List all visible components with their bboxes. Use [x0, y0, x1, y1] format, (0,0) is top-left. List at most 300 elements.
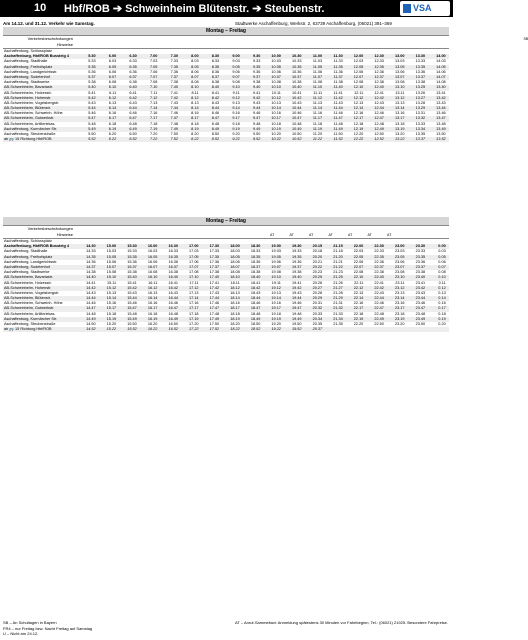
departure-time: 17.49 [209, 316, 220, 321]
departure-time: 14.07 [436, 74, 446, 79]
departure-time: 14.50 [86, 322, 96, 326]
row-label: Verkehrsbeschränkungen [27, 36, 73, 41]
stop-name: Aschaffenburg, Steubenstraße [4, 322, 56, 326]
departure-time: 11.44 [333, 106, 343, 111]
departure-time: 12.46 [374, 111, 384, 116]
departure-time: 7.49 [170, 126, 178, 131]
departure-time: 17.05 [189, 254, 199, 259]
stop-name: Aschaffenburg, Hbf/ROB Bussteig 4 [4, 54, 69, 59]
departure-time: 18.17 [230, 306, 240, 311]
departure-time: 15.40 [127, 275, 137, 280]
departure-time [405, 327, 426, 332]
departure-time: 10.18 [271, 121, 281, 126]
departure-time: 10.08 [271, 80, 281, 85]
departure-time: 22.40 [374, 275, 384, 280]
departure-time: 20.37 [312, 327, 323, 332]
departure-time: 5.48 [88, 121, 96, 126]
departure-time: 22.48 [374, 311, 384, 316]
departure-time: 15.22 [106, 327, 117, 332]
departure-time: 9.52 [252, 137, 261, 142]
departure-time: 16.30 [168, 244, 178, 249]
departure-time: 15.11 [106, 280, 117, 285]
departure-time: 17.42 [209, 285, 220, 290]
departure-time: 14.48 [86, 311, 96, 316]
departure-time: 13.06 [394, 69, 405, 74]
departure-time: 19.03 [271, 249, 281, 254]
departure-time: 8.08 [191, 80, 199, 85]
stop-name: AB-Schweinheim, Hohenstr. [4, 95, 52, 100]
departure-time: 19.30 [292, 244, 302, 249]
departure-time: 19.08 [271, 270, 281, 275]
departure-time: 12.12 [353, 95, 364, 100]
departure-time: 6.19 [108, 126, 117, 131]
departure-time: 6.49 [129, 126, 137, 131]
departure-time: 14.36 [86, 259, 96, 264]
departure-time: 22.42 [374, 285, 384, 290]
departure-time: 23.30 [415, 244, 426, 249]
departure-time: 16.11 [148, 280, 158, 285]
departure-time: 11.40 [333, 85, 343, 90]
departure-time: 16.38 [168, 270, 178, 275]
departure-time: 12.03 [353, 59, 364, 64]
departure-time: 6.03 [108, 59, 117, 64]
departure-time: 16.33 [168, 249, 178, 254]
departure-time: 9.08 [232, 80, 240, 85]
departure-time: 7.48 [170, 121, 178, 126]
departure-time: 18.20 [230, 322, 240, 326]
departure-time: 13.00 [394, 54, 405, 59]
departure-time: 15.50 [127, 322, 137, 326]
departure-time: 12.20 [353, 132, 364, 136]
departure-time: 16.48 [168, 311, 178, 316]
departure-time: 6.43 [129, 100, 137, 105]
departure-time: 22.35 [374, 254, 384, 259]
departure-time: 15.49 [127, 316, 137, 321]
departure-time: 18.11 [230, 280, 240, 285]
departure-time: 17.48 [209, 311, 220, 316]
departure-time: 7.00 [149, 54, 158, 59]
departure-time: 10.49 [292, 126, 302, 131]
departure-time: 6.44 [129, 106, 137, 111]
stop-name: AB-Schweinheim, Holzesstr. [4, 280, 52, 285]
line-number: 10 [34, 2, 47, 14]
departure-time: 8.13 [191, 100, 199, 105]
departure-time: 10.30 [292, 54, 302, 59]
departure-time: 6.41 [129, 90, 137, 95]
departure-time: 22.05 [353, 254, 364, 259]
departure-time: 8.14 [191, 106, 199, 111]
departure-time: 15.38 [127, 270, 137, 275]
departure-time: 19.52 [292, 327, 302, 332]
departure-time: 22.33 [374, 249, 384, 254]
departure-time: 13.16 [394, 111, 405, 116]
departure-time: 12.06 [353, 69, 364, 74]
departure-time: 13.08 [394, 80, 405, 85]
departure-time: 15.08 [106, 270, 117, 275]
stop-name: AB-Schweinheim, Hohenstr. [4, 285, 52, 290]
departure-time: 17.20 [189, 322, 199, 326]
departure-time: 21.27 [333, 285, 343, 290]
departure-time: 15.35 [127, 254, 137, 259]
departure-time: 20.32 [312, 306, 323, 311]
departure-time: 9.48 [252, 121, 261, 126]
row-label: Hinweise [56, 42, 73, 47]
departure-time: 8.17 [191, 116, 199, 121]
stop-name: AB-Schweinheim, Vogelsbergstr. [4, 290, 60, 295]
stop-name: Aschaffenburg, Freihofsplatz [4, 64, 53, 69]
timetable-section [3, 27, 528, 142]
departure-time: 18.07 [230, 264, 240, 269]
departure-time: 13.19 [394, 126, 405, 131]
departure-time: 10.36 [292, 69, 302, 74]
departure-time: 0.13 [438, 290, 446, 295]
departure-time: 5.38 [88, 80, 96, 85]
departure-time: 12.47 [374, 116, 384, 121]
departure-time: 10.10 [271, 85, 281, 90]
departure-time: 15.07 [106, 264, 117, 269]
departure-time: 5.37 [88, 74, 96, 79]
departure-time: 11.18 [312, 121, 323, 126]
departure-time: 11.11 [313, 90, 323, 95]
departure-time: 16.03 [147, 249, 158, 254]
departure-time: 18.50 [250, 322, 261, 326]
departure-time: 18.44 [250, 296, 261, 301]
departure-time: 0.16 [438, 301, 446, 306]
departure-time: 7.22 [149, 137, 158, 142]
departure-time: 6.11 [109, 90, 117, 95]
departure-time: 13.05 [394, 64, 405, 69]
departure-time: 23.42 [415, 285, 426, 290]
departure-time: 5.33 [88, 59, 96, 64]
route-title: Hbf/ROB ➔ Schweinheim Blütenstr. ➔ Steubenstr. [64, 3, 325, 15]
departure-time: 21.23 [333, 270, 343, 275]
departure-time: 14.08 [436, 80, 446, 85]
departure-time: 11.41 [333, 90, 343, 95]
departure-time: 14.47 [86, 306, 96, 311]
departure-time: 12.40 [374, 85, 384, 90]
departure-time: 21.15 [333, 244, 343, 249]
header-bar [0, 0, 453, 17]
departure-time: 6.18 [108, 121, 117, 126]
departure-time: 12.36 [374, 69, 384, 74]
departure-time: 7.14 [149, 106, 158, 111]
departure-time: 8.43 [211, 100, 220, 105]
departure-time: 21.34 [333, 316, 343, 321]
departure-time: 9.36 [252, 69, 261, 74]
departure-time: 22.19 [353, 316, 364, 321]
departure-time: 23.05 [394, 254, 405, 259]
stop-name: Aschaffenburg, Stadthalle [4, 249, 48, 254]
departure-time: 18.46 [250, 301, 261, 306]
departure-time: 21.29 [333, 296, 343, 301]
departure-time: 10.22 [271, 137, 281, 142]
departure-time: 13.26 [415, 90, 426, 95]
departure-time: 19.05 [271, 254, 281, 259]
departure-time: 20.21 [312, 259, 323, 264]
departure-time: 23.10 [394, 275, 405, 280]
departure-time: 19.18 [271, 311, 281, 316]
departure-time: 19.37 [292, 264, 302, 269]
stop-name: AB-Schweinheim, Schweinh. Höhe [4, 301, 63, 306]
departure-time: 12.19 [353, 126, 364, 131]
departure-time: 23.40 [415, 275, 426, 280]
stop-name: AB-Schweinheim, Blütenstr. [4, 296, 51, 301]
departure-time: 18.36 [250, 259, 261, 264]
departure-time: 11.36 [333, 69, 343, 74]
legend-u: U – Nicht am 24.12. [3, 631, 39, 636]
departure-time: 13.37 [415, 74, 426, 79]
validity-note: Am 14.12. und 31.12. Verkehr wie Samstag. [3, 21, 95, 26]
stop-name: Aschaffenburg, Kurmärcher Str. [4, 126, 58, 131]
departure-time: 8.06 [191, 69, 199, 74]
departure-time: 15.44 [127, 296, 137, 301]
departure-time: 17.14 [189, 296, 199, 301]
departure-time: 19.19 [271, 316, 281, 321]
departure-time: 8.49 [211, 126, 220, 131]
departure-time: 13.50 [436, 132, 446, 136]
departure-time: 23.00 [394, 244, 405, 249]
departure-time: 13.32 [415, 116, 426, 121]
departure-time: 0.06 [438, 259, 446, 264]
departure-time: 17.41 [209, 280, 220, 285]
departure-time: 11.52 [333, 137, 343, 142]
departure-time: 17.22 [189, 327, 199, 332]
departure-time: 19.46 [292, 301, 302, 306]
departure-time: 15.16 [106, 301, 117, 306]
departure-time: 11.38 [333, 80, 343, 85]
departure-time: 5.40 [88, 85, 96, 90]
departure-time: 12.52 [374, 137, 384, 142]
departure-time: 0.18 [438, 311, 446, 316]
departure-time: 22.47 [374, 306, 384, 311]
departure-time: 14.35 [86, 254, 96, 259]
departure-time: 16.44 [168, 296, 178, 301]
departure-time: 22.11 [354, 280, 364, 285]
stop-name: ab 🚌 15 Richtung Hbf/ROB [4, 137, 52, 142]
departure-time: 10.07 [271, 74, 281, 79]
departure-time: 18.16 [230, 301, 240, 306]
departure-time: 22.16 [353, 301, 364, 306]
departure-time: 10.12 [271, 95, 281, 100]
departure-time: 21.20 [333, 254, 343, 259]
departure-time: 21.21 [333, 259, 343, 264]
departure-time: 16.17 [147, 306, 158, 311]
departure-time: 17.44 [209, 296, 220, 301]
departure-time: 11.37 [333, 74, 343, 79]
departure-time: 8.52 [211, 137, 220, 142]
legend-left [3, 620, 92, 637]
departure-time: 17.46 [209, 301, 220, 306]
departure-time: 13.30 [415, 54, 426, 59]
departure-time: 10.11 [271, 90, 281, 95]
departure-time: 10.40 [292, 85, 302, 90]
departure-time: 5.43 [88, 100, 96, 105]
departure-time: 13.20 [394, 132, 405, 136]
departure-time: 23.48 [415, 311, 426, 316]
departure-time: 12.37 [374, 74, 384, 79]
departure-time: 20.35 [312, 322, 323, 326]
departure-time: 18.00 [230, 244, 240, 249]
departure-time: 23.18 [394, 311, 405, 316]
departure-time: 17.07 [189, 264, 199, 269]
departure-time: 18.13 [230, 290, 240, 295]
departure-time: 11.30 [333, 54, 343, 59]
departure-time: 9.50 [252, 132, 261, 136]
departure-time: 6.13 [108, 100, 117, 105]
departure-time: 15.30 [127, 244, 137, 249]
departure-time: 16.14 [147, 296, 158, 301]
stop-name: Aschaffenburg, Stadtwerke [4, 270, 50, 275]
departure-time: 16.49 [168, 316, 178, 321]
departure-time: 17.43 [209, 290, 220, 295]
departure-time: 18.38 [250, 270, 261, 275]
departure-time: 6.05 [108, 64, 117, 69]
departure-time: 8.40 [211, 85, 220, 90]
departure-time: 7.17 [149, 116, 158, 121]
departure-time: 6.00 [108, 54, 117, 59]
departure-time: 17.03 [189, 249, 199, 254]
departure-time: 6.10 [108, 85, 117, 90]
departure-time: 22.36 [374, 259, 384, 264]
departure-time: 23.12 [394, 285, 405, 290]
departure-time: 5.46 [88, 111, 96, 116]
departure-time: 10.48 [292, 121, 302, 126]
departure-time: 16.35 [168, 254, 178, 259]
departure-time: 8.10 [191, 85, 199, 90]
departure-time: 13.31 [415, 111, 426, 116]
departure-time: 10.19 [271, 126, 281, 131]
departure-time: 11.19 [312, 126, 323, 131]
departure-time: 20.26 [312, 280, 323, 285]
stop-name: AB-Schweinheim, Blütenstr. [4, 106, 51, 111]
departure-time: 19.16 [271, 301, 281, 306]
departure-time: 9.11 [232, 90, 240, 95]
departure-time: 13.07 [394, 74, 405, 79]
departure-time: 12.35 [374, 64, 384, 69]
departure-time: 13.10 [394, 85, 405, 90]
departure-time: 6.42 [129, 95, 137, 100]
departure-time: 20.33 [312, 311, 323, 316]
departure-time: 20.22 [312, 264, 323, 269]
departure-time: 18.12 [230, 285, 240, 290]
departure-time: 8.20 [191, 132, 199, 136]
departure-time: 18.10 [230, 275, 240, 280]
departure-time: 9.37 [252, 74, 261, 79]
note-code: AT [309, 233, 314, 237]
departure-time: 6.50 [129, 132, 137, 136]
stop-name: Aschaffenburg, Sudetenhof [4, 74, 50, 79]
departure-time: 13.03 [394, 59, 405, 64]
logo-text: VSA [413, 3, 432, 13]
departure-time: 6.20 [108, 132, 117, 136]
departure-time: 16.12 [147, 285, 158, 290]
departure-time: 19.47 [292, 306, 302, 311]
departure-time: 13.42 [436, 95, 446, 100]
departure-time: 15.48 [127, 311, 137, 316]
departure-time: 11.12 [312, 95, 323, 100]
departure-time: 18.18 [230, 311, 240, 316]
departure-time: 7.43 [170, 100, 178, 105]
departure-time: 23.20 [394, 322, 405, 326]
notes-row [3, 42, 449, 49]
stop-name: AB-Schweinheim, Gutwerkstr. [4, 116, 55, 121]
departure-time: 13.18 [394, 121, 405, 126]
departure-time: 23.07 [394, 264, 405, 269]
departure-time: 19.35 [292, 254, 302, 259]
departure-time: 7.46 [170, 111, 178, 116]
departure-time: 13.52 [436, 137, 446, 142]
departure-time: 14.03 [436, 59, 446, 64]
departure-time: 15.46 [127, 301, 137, 306]
departure-time: 18.30 [250, 244, 261, 249]
departure-time: 11.33 [333, 59, 343, 64]
departure-time: 6.06 [108, 69, 117, 74]
departure-time: 19.36 [292, 259, 302, 264]
departure-time: 10.20 [271, 132, 281, 136]
departure-time: 5.49 [88, 126, 96, 131]
departure-time: 11.06 [312, 69, 323, 74]
departure-time: 20.18 [312, 249, 323, 254]
departure-time: 13.28 [415, 100, 426, 105]
departure-time: 23.36 [415, 259, 426, 264]
departure-time: 17.08 [189, 270, 199, 275]
departure-time: 9.03 [232, 59, 240, 64]
departure-time: 5.42 [88, 95, 96, 100]
departure-time: 12.43 [374, 100, 384, 105]
departure-time: 11.35 [333, 64, 343, 69]
departure-time: 5.44 [88, 106, 96, 111]
departure-time: 11.47 [333, 116, 343, 121]
departure-time: 8.35 [211, 64, 220, 69]
departure-time: 11.03 [312, 59, 323, 64]
departure-time: 6.12 [108, 95, 117, 100]
departure-time: 10.03 [271, 59, 281, 64]
departure-time: 19.14 [271, 296, 281, 301]
departure-time: 23.41 [415, 280, 426, 285]
departure-time: 7.47 [170, 116, 178, 121]
departure-time: 6.14 [108, 106, 117, 111]
departure-time: 13.47 [436, 116, 446, 121]
departure-time: 16.50 [168, 322, 178, 326]
departure-time: 22.37 [374, 264, 384, 269]
departure-time: 7.16 [149, 111, 158, 116]
departure-time: 13.49 [436, 126, 446, 131]
departure-time: 17.36 [209, 259, 220, 264]
departure-time: 13.43 [436, 100, 446, 105]
departure-time: 13.44 [436, 106, 446, 111]
departure-time: 17.35 [209, 254, 220, 259]
departure-time: 6.30 [129, 54, 137, 59]
departure-time: 22.30 [374, 244, 384, 249]
stop-name: AB-Schweinheim, Bavariastr. [4, 85, 53, 90]
departure-time: 8.36 [211, 69, 220, 74]
departure-time: 5.52 [88, 137, 96, 142]
departure-time: 15.06 [106, 259, 117, 264]
departure-time [363, 327, 384, 332]
departure-time: 14.38 [86, 270, 96, 275]
departure-time: 13.33 [415, 121, 426, 126]
departure-time: 14.05 [436, 64, 446, 69]
departure-time: 7.35 [170, 64, 178, 69]
departure-time: 7.50 [170, 132, 178, 136]
departure-time: 18.42 [250, 285, 261, 290]
departure-time: 6.46 [129, 111, 137, 116]
departure-time: 12.10 [353, 85, 364, 90]
departure-time: 19.41 [292, 280, 302, 285]
row-label: Verkehrsbeschränkungen [27, 226, 73, 231]
departure-time: 7.52 [170, 137, 178, 142]
departure-time: 16.41 [168, 280, 178, 285]
